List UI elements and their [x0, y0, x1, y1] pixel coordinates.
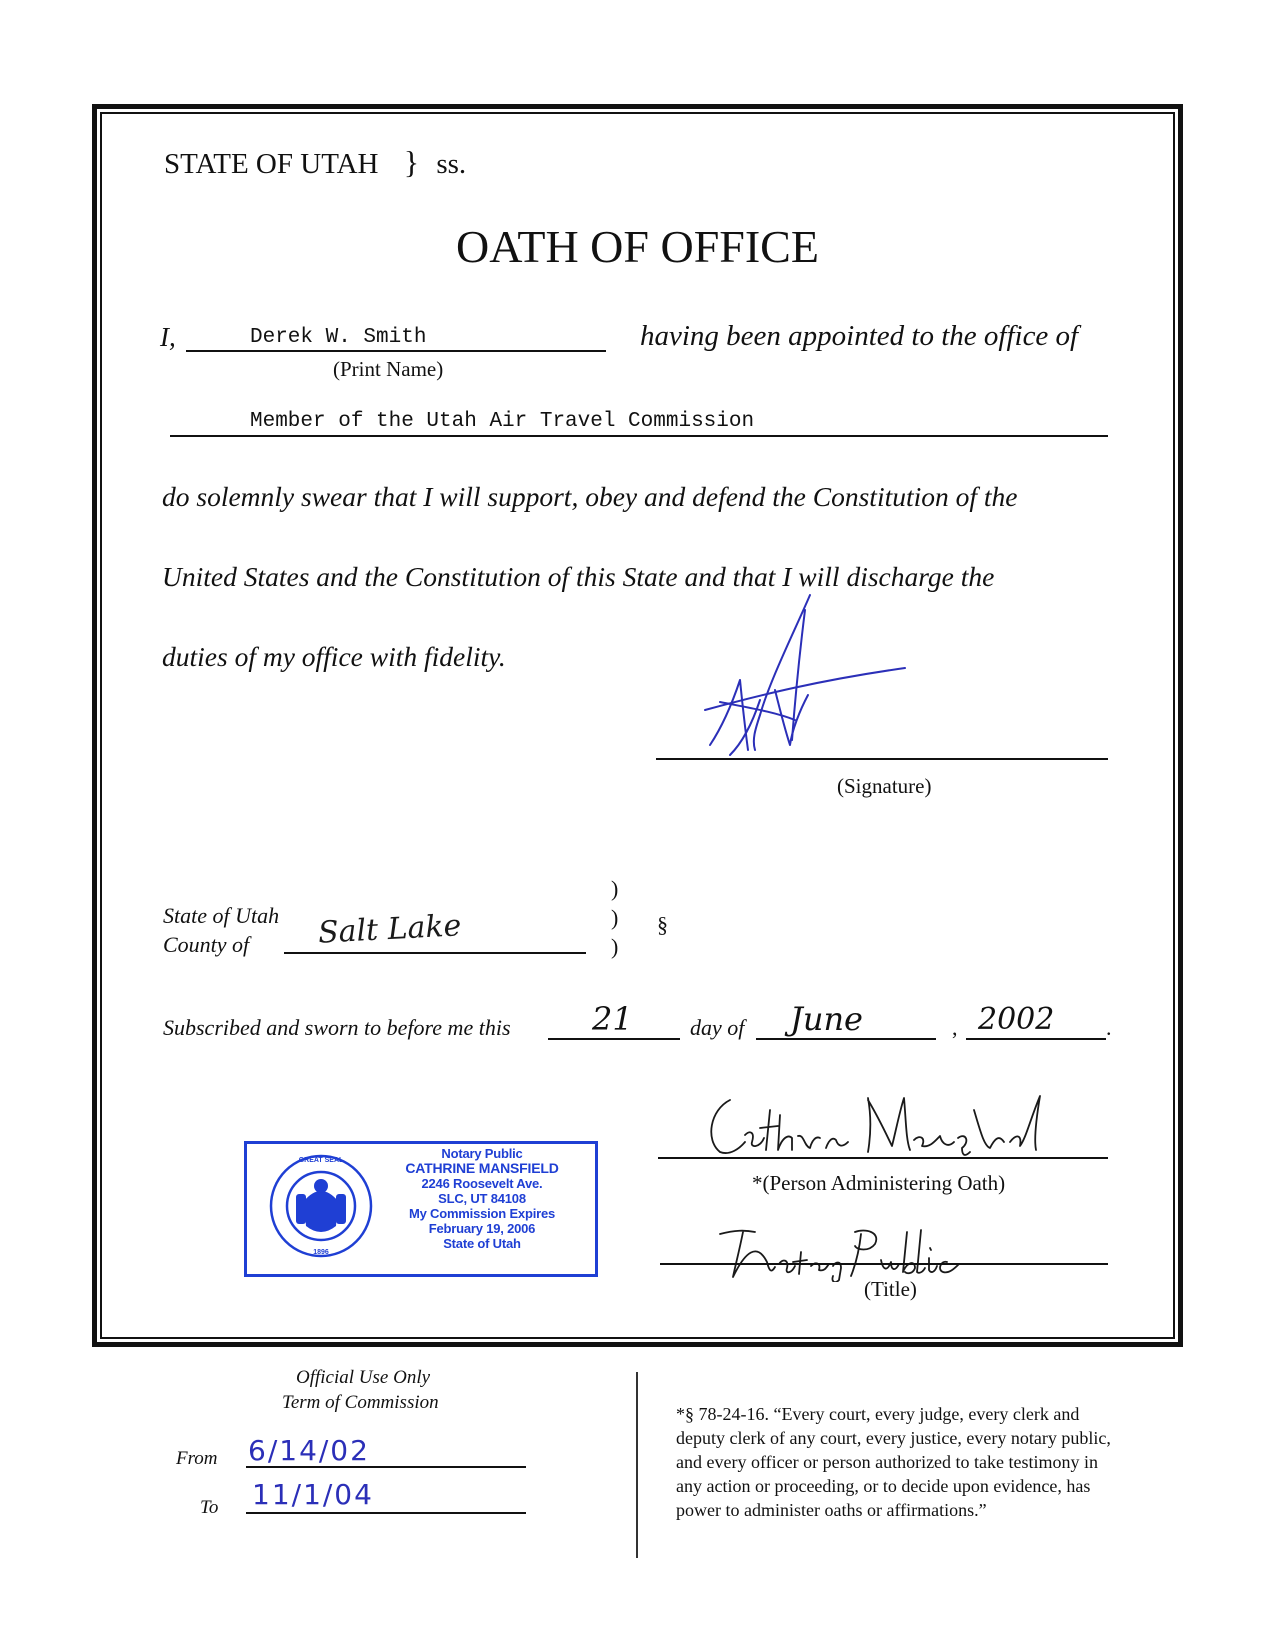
title-line [660, 1263, 1108, 1265]
state-label: STATE OF UTAH [164, 148, 379, 180]
stamp-line-1: Notary Public [441, 1146, 523, 1161]
svg-text:1896: 1896 [313, 1249, 329, 1256]
year-handwritten: 2002 [978, 1002, 1055, 1037]
county-line [284, 952, 586, 954]
print-name-caption: (Print Name) [333, 357, 444, 381]
appointed-text: having been appointed to the office of [640, 320, 1079, 352]
office-line [170, 435, 1108, 437]
venue-state-label: State of Utah [163, 903, 280, 928]
i-label: I, [160, 322, 176, 352]
subscribed-text: Subscribed and sworn to before me this [163, 1015, 511, 1040]
year-line [966, 1038, 1106, 1040]
oath-text-line-1: do solemnly swear that I will support, obey and defend the Constitution of the [162, 481, 1018, 512]
page-title: OATH OF OFFICE [456, 221, 819, 272]
oath-text-line-3: duties of my office with fidelity. [162, 641, 506, 672]
to-label: To [200, 1497, 219, 1518]
ss-label: ss. [436, 148, 467, 180]
stamp-line-2: CATHRINE MANSFIELD [405, 1160, 559, 1176]
day-of-label: day of [690, 1015, 745, 1040]
month-handwritten: June [790, 1000, 863, 1038]
venue-county-label: County of [163, 932, 250, 957]
month-line [756, 1038, 936, 1040]
from-label: From [176, 1448, 218, 1469]
section-symbol: § [657, 912, 668, 937]
date-period: . [1106, 1015, 1112, 1040]
administrator-caption: *(Person Administering Oath) [752, 1171, 1006, 1195]
to-line [246, 1512, 526, 1514]
footnote-line-5: power to administer oaths or affirmations.” [676, 1500, 987, 1520]
stamp-text [372, 1146, 592, 1251]
day-handwritten: 21 [592, 1000, 633, 1038]
signature-line [656, 758, 1108, 760]
office-value: Member of the Utah Air Travel Commission [250, 410, 755, 433]
stamp-line-4: SLC, UT 84108 [438, 1191, 526, 1206]
footnote-line-2: deputy clerk of any court, every justice, every notary public, [676, 1428, 1111, 1448]
to-handwritten: 11/1/04 [252, 1478, 374, 1511]
brace: } [403, 144, 420, 180]
statute-footnote [676, 1402, 1111, 1522]
stamp-line-7: State of Utah [443, 1236, 521, 1251]
from-line [246, 1466, 526, 1468]
state-header [164, 144, 466, 181]
print-name-line [186, 350, 606, 352]
footnote-line-3: and every officer or person authorized to take testimony in [676, 1452, 1099, 1472]
title-caption: (Title) [864, 1277, 917, 1301]
print-name-value: Derek W. Smith [250, 326, 427, 349]
day-line [548, 1038, 680, 1040]
stamp-line-6: February 19, 2006 [428, 1221, 536, 1236]
date-comma: , [952, 1015, 958, 1040]
footer-divider [636, 1372, 638, 1558]
footnote-line-4: any action or proceeding, or to decide upon evidence, has [676, 1476, 1091, 1496]
county-handwritten: Salt Lake [317, 908, 463, 951]
signature-caption: (Signature) [837, 774, 932, 798]
footnote-line-1: *§ 78-24-16. “Every court, every judge, every clerk and [676, 1404, 1080, 1424]
stamp-line-5: My Commission Expires [408, 1206, 556, 1221]
stamp-line-3: 2246 Roosevelt Ave. [421, 1176, 543, 1191]
official-use-heading: Official Use Only [296, 1367, 431, 1388]
venue-paren-1: ) [611, 876, 619, 901]
oath-text-line-2: United States and the Constitution of this State and that I will discharge the [162, 561, 995, 592]
venue-paren-2: ) [611, 905, 619, 930]
administrator-line [658, 1157, 1108, 1159]
from-handwritten: 6/14/02 [248, 1434, 370, 1467]
term-of-commission-label: Term of Commission [282, 1392, 439, 1413]
venue-paren-3: ) [611, 934, 619, 959]
svg-text:GREAT SEAL: GREAT SEAL [298, 1157, 344, 1164]
